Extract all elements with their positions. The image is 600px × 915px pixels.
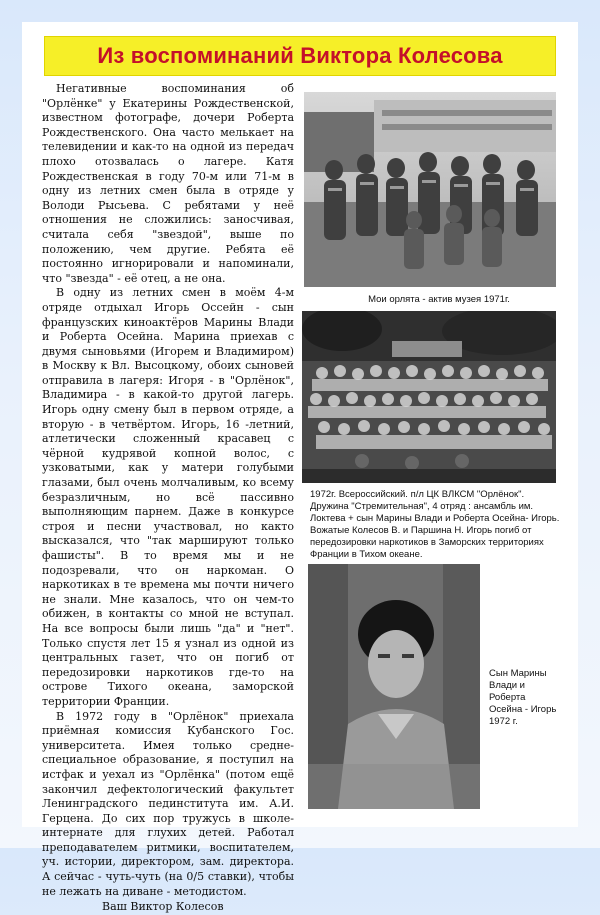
article-paragraph: В 1972 году в "Орлёнок" приехала приёмная комиссия Кубанского Гос. университета. Имея только средне-специальное образование, я поступил на истфак и уехал из "Орлёнка" (потом ещё закончил дефектологический факультет Ленинградского пединститута им. А.И. Герцена. До сих пор тружусь в школе-интернате для глухих детей. Работал преподавателем ритмики, воспитателем, уч. истории, директором, зам. директора. А сейчас - чуть-чуть (на 0/5 ставки), чтобы не лежать на диване - методистом. xyxy=(42,709,294,898)
article-text xyxy=(42,82,294,915)
photo-museum-activists xyxy=(304,92,556,287)
page-title: Из воспоминаний Виктора Колесова xyxy=(97,43,503,68)
page xyxy=(22,22,578,914)
title-banner xyxy=(44,36,556,76)
signature: Ваш Виктор Колесов xyxy=(102,900,224,914)
caption-photo-1: Мои орлята - актив музея 1971г. xyxy=(368,294,510,305)
caption-photo-3: Сын Марины Влади и Роберта Осейна - Игорь 1972 г. xyxy=(489,668,557,727)
article-paragraph: Негативные воспоминания об "Орлёнке" у Екатерины Рождественской, известном фотографе, дочери Роберта Рождественского. Она часто мелькает на телевидении и как-то на одной из передач плохо отозвалась о лагере. Катя Рождественская в году 70-м или 71-м в одну из летних смен была в отряде у Володи Рысьева. С ребятами у неё отношения не сложились: заносчивая, считала себя "звездой", выше по положению, чем другие. Ребята её постоянно игнорировали и напоминали, что "звезда" - её отец, а не она. xyxy=(42,82,294,285)
caption-photo-2: 1972г. Всероссийский. п/л ЦК ВЛКСМ "Орлёнок". Дружина "Стремительная", 4 отряд : ансамбль им. Локтева + сын Марины Влади и Роберта Осейна- Игорь. Вожатые Колесов В. и Паршина Н. Игорь погиб от передозировки наркотиков в Заморских территориях Франции в Тихом океане. xyxy=(310,489,560,560)
photo-squad-group xyxy=(302,311,556,483)
photo-igor-portrait xyxy=(308,564,480,809)
article-paragraph: В одну из летних смен в моём 4-м отряде отдыхал Игорь Оссейн - сын французских киноактёров Марины Влади и Роберта Осейна. Марина приехав с двумя сыновьями (Игорем и Владимиром) в Москву к Вл. Высоцкому, обоих сыновей отправила в лагеря: Игоря - в "Орлёнок", Владимира - в какой-то другой лагерь. Игорь одну смену был в первом отряде, а вторую - в четвёртом. Игорь, 16 -летний, атлетически сложенный красавец с чёрной кудрявой копной волос, с узковатыми, как у матери голубыми глазами, был очень молчаливым, ко всему безразличным, но всё пассивно выполняющим парнем. Даже в конкурсе строя и песни участвовал, но както высказался, что "так маршируют только фашисты". В то время мы и не подозревали, что он наркоман. О наркотиках в те времена мы почти ничего не знали. Мне казалось, что он чем-то обижен, в контакты со мной не вступал. На все вопросы были лишь "да" и "нет". Только спустя лет 15 я узнал из одной из центральных газет, что он погиб от передозировки наркотиков где-то на острове Тихого океана, заморской территории Франции. xyxy=(42,286,294,708)
